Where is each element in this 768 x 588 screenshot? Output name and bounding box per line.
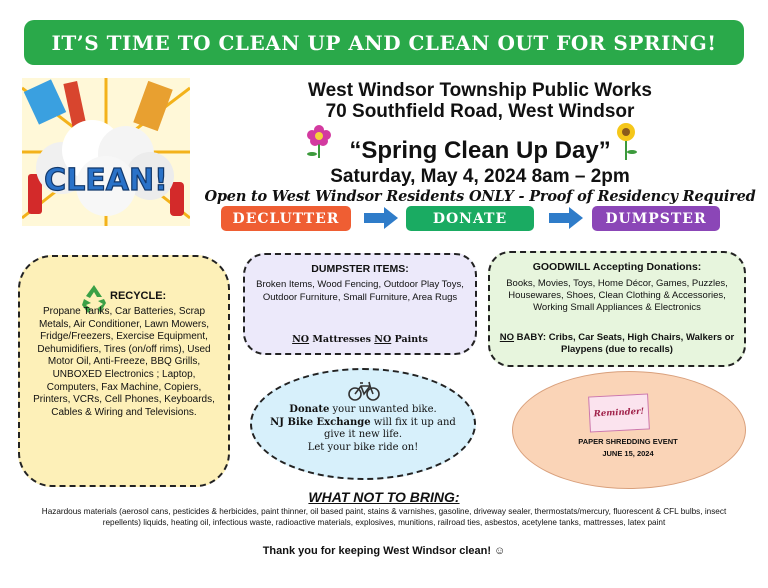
recycle-title: RECYCLE: xyxy=(110,290,167,302)
event-date: Saturday, May 4, 2024 8am – 2pm xyxy=(330,166,630,187)
donate-word: Donate xyxy=(289,404,330,415)
address: 70 Southfield Road, West Windsor xyxy=(325,101,635,122)
goodwill-exclusions xyxy=(496,332,738,356)
no-label: NO xyxy=(499,332,515,343)
clean-word: CLEAN! xyxy=(44,163,168,198)
shredding-title: PAPER SHREDDING EVENT xyxy=(578,437,678,446)
hazardous-list: Hazardous materials (aerosol cans, pesticides & herbicides, paint thinner, oil based paint, stains & varnishes, gasoline, driveway sealer, thermostats/mercury, fluorescent & CFL bulbs, insect repellents) liquids, heating oil, infectious waste, radioactive materials, explosives, munitions, railroad ties, asbestos, acetylene tanks, mattresses, latex paint xyxy=(41,507,727,527)
residency-note: Open to West Windsor Residents ONLY - Proof of Residency Required xyxy=(204,188,756,205)
reminder-note xyxy=(588,393,650,432)
title-banner xyxy=(24,20,744,65)
goodwill-list: Books, Movies, Toys, Home Décor, Games, Puzzles, Housewares, Shoes, Clean Clothing & Accessories, Working Small Appliances & Electronics xyxy=(506,278,728,313)
mattresses-label: Mattresses xyxy=(309,334,375,345)
shredding-date: JUNE 15, 2024 xyxy=(602,449,654,458)
bicycle-icon xyxy=(348,381,380,401)
dumpster-title: DUMPSTER ITEMS: xyxy=(311,263,409,275)
clean-illustration xyxy=(22,78,190,226)
bike-line-1: your unwanted bike. xyxy=(329,404,437,415)
right-arrow-icon xyxy=(549,207,583,229)
thank-you-note: Thank you for keeping West Windsor clean! ☺ xyxy=(262,545,506,557)
recycle-list: Propane Tanks, Car Batteries, Scrap Metals, Air Conditioner, Lawn Mowers, Fridge/Freezers, Exercise Equipment, Dehumidifiers, Tires (on/off rims), Used Motor Oil, Anti-Freeze, BBQ Grills, UNBOXED Electronics ; Laptop, Computers, Fax Machine, Copiers, Printers, VCRs, Cell Phones, Keyboards, Cables & Wiring and Televisions. xyxy=(33,306,215,418)
bike-exchange-name: NJ Bike Exchange xyxy=(270,416,371,428)
dumpster-list: Broken Items, Wood Fencing, Outdoor Play Toys, Outdoor Furniture, Small Furniture, Area Rugs xyxy=(256,279,464,303)
step-declutter: DECLUTTER xyxy=(221,206,351,231)
reminder-text: Reminder! xyxy=(593,406,645,420)
no-label: NO xyxy=(374,334,392,345)
org-name: West Windsor Township Public Works xyxy=(308,80,652,101)
right-arrow-icon xyxy=(364,207,398,229)
what-not-title: WHAT NOT TO BRING: xyxy=(308,489,460,505)
step-dumpster: DUMPSTER xyxy=(592,206,720,231)
paints-label: Paints xyxy=(391,334,428,345)
baby-exclusion-text: BABY: Cribs, Car Seats, High Chairs, Walkers or Playpens (due to recalls) xyxy=(514,332,735,355)
step-donate: DONATE xyxy=(406,206,534,231)
bike-line-2: will fix it up and give it new life. xyxy=(323,416,456,440)
event-name: “Spring Clean Up Day” xyxy=(349,137,611,164)
goodwill-title: GOODWILL Accepting Donations: xyxy=(532,261,702,273)
dumpster-exclusions xyxy=(243,334,477,345)
no-label: NO xyxy=(292,334,310,345)
bike-line-3: Let your bike ride on! xyxy=(307,441,419,453)
banner-text: IT’S TIME TO CLEAN UP AND CLEAN OUT FOR SPRING! xyxy=(51,30,717,55)
bike-text xyxy=(268,404,458,454)
